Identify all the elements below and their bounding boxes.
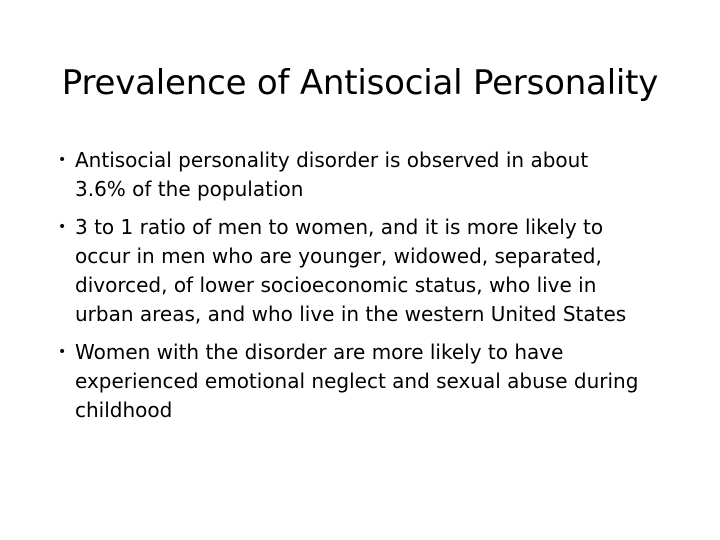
slide-title: Prevalence of Antisocial Personality (61, 63, 659, 103)
bullet-item (54, 213, 684, 329)
bullet-item (54, 146, 684, 204)
bullet-line: divorced, of lower socioeconomic status, who live in (75, 273, 597, 297)
bullet-dot-icon: • (58, 219, 67, 235)
bullet-item (54, 338, 684, 425)
bullet-dot-icon: • (58, 152, 67, 168)
bullet-line: 3.6% of the population (75, 177, 304, 201)
bullet-line: urban areas, and who live in the western United States (75, 302, 627, 326)
bullet-line: Women with the disorder are more likely to have (75, 340, 564, 364)
bullet-line: Antisocial personality disorder is observed in about (75, 148, 589, 172)
bullet-line: childhood (75, 398, 173, 422)
bullet-dot-icon: • (58, 344, 67, 360)
bullet-line: experienced emotional neglect and sexual abuse during (75, 369, 639, 393)
bullet-line: 3 to 1 ratio of men to women, and it is more likely to (75, 215, 604, 239)
bullet-list (54, 146, 684, 434)
bullet-line: occur in men who are younger, widowed, separated, (75, 244, 602, 268)
